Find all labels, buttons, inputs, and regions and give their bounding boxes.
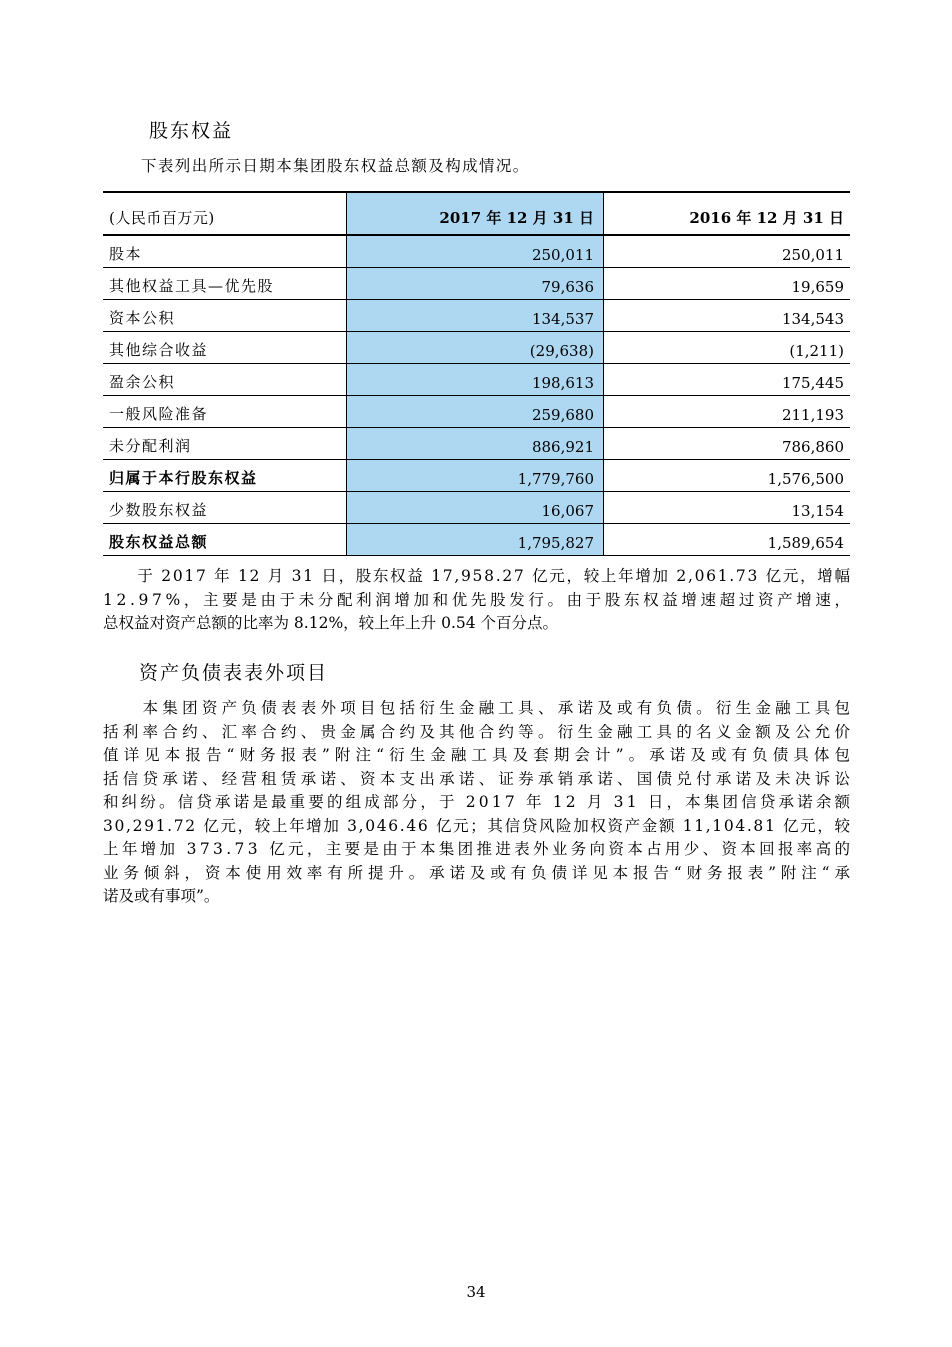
row-label: 未分配利润 [109,437,192,455]
value-2016: 175,445 [781,374,844,392]
table-body [103,236,850,556]
row-label: 其他权益工具—优先股 [109,277,275,295]
value-2017: 79,636 [346,268,604,299]
value-2017: 1,795,827 [346,524,604,555]
value-2016: 211,193 [781,406,844,424]
row-label: 其他综合收益 [109,341,209,359]
paragraph-line: 括信贷承诺、经营租赁承诺、资本支出承诺、证券承销承诺、国债兑付承诺及未决诉讼 [103,769,855,788]
value-2017: 16,067 [346,492,604,523]
section-title-equity: 股东权益 [149,120,234,142]
section-intro: 下表列出所示日期本集团股东权益总额及构成情况。 [141,157,530,175]
paragraph-line: 本集团资产负债表表外项目包括衍生金融工具、承诺及或有负债。衍生金融工具包 [103,699,855,717]
table-row [103,332,850,364]
paragraph-equity-summary [103,565,854,636]
value-2017: 259,680 [346,396,604,427]
paragraph-line: 30,291.72 亿元，较上年增加 3,046.46 亿元；其信贷风险加权资产金额 11,104.81 亿元，较 [103,816,852,835]
paragraph-line: 总权益对资产总额的比率为 8.12%，较上年上升 0.54 个百分点。 [103,614,559,632]
paragraph-line: 和纠纷。信贷承诺是最重要的组成部分，于 2017 年 12 月 31 日，本集团信贷承诺余额 [103,793,854,811]
paragraph-off-balance [103,697,856,909]
page-number: 34 [466,1283,486,1301]
row-label: 股本 [109,245,143,263]
value-2016: 13,154 [791,502,844,520]
table-row [103,364,850,396]
row-label: 股东权益总额 [109,533,209,551]
paragraph-line: 业务倾斜，资本使用效率有所提升。承诺及或有负债详见本报告“财务报表”附注“承 [103,863,855,882]
value-2017: 250,011 [346,236,604,267]
paragraph-line: 12.97%，主要是由于未分配利润增加和优先股发行。由于股东权益增速超过资产增速， [103,590,854,609]
value-2016: 134,543 [781,310,844,328]
table-row [103,396,850,428]
row-label: 盈余公积 [109,373,176,391]
value-2016: (1,211) [789,342,844,360]
paragraph-line: 括利率合约、汇率合约、贵金属合约及其他合约等。衍生金融工具的名义金额及公允价 [103,722,855,741]
paragraph-line: 于 2017 年 12 月 31 日，股东权益 17,958.27 亿元，较上年增加 2,061.73 亿元，增幅 [103,567,852,585]
value-2016: 1,589,654 [767,534,844,552]
paragraph-line: 值详见本报告“财务报表”附注“衍生金融工具及套期会计”。承诺及或有负债具体包 [103,746,856,764]
section-title-off-balance: 资产负债表表外项目 [139,662,329,684]
header-unit: (人民币百万元) [109,209,215,227]
value-2016: 19,659 [791,278,844,296]
value-2017: 886,921 [346,428,604,459]
table-row [103,524,850,556]
value-2016: 1,576,500 [767,470,844,488]
row-label: 少数股东权益 [109,501,209,519]
table-row [103,300,850,332]
row-label: 归属于本行股东权益 [109,469,258,487]
value-2017: (29,638) [346,332,604,363]
equity-table [103,191,850,556]
value-2016: 786,860 [781,438,844,456]
table-header-row [103,193,850,236]
paragraph-line: 诺及或有事项”。 [103,887,220,905]
table-row [103,428,850,460]
paragraph-line: 上年增加 373.73 亿元，主要是由于本集团推进表外业务向资本占用少、资本回报率高的 [103,840,854,858]
table-row [103,460,850,492]
row-label: 资本公积 [109,309,176,327]
table-row [103,236,850,268]
table-row [103,492,850,524]
table-row [103,268,850,300]
value-2017: 1,779,760 [346,460,604,491]
header-2016: 2016 年 12 月 31 日 [689,209,844,227]
row-label: 一般风险准备 [109,405,209,423]
value-2017: 134,537 [346,300,604,331]
value-2016: 250,011 [781,246,844,264]
value-2017: 198,613 [346,364,604,395]
header-2017: 2017 年 12 月 31 日 [346,193,604,234]
